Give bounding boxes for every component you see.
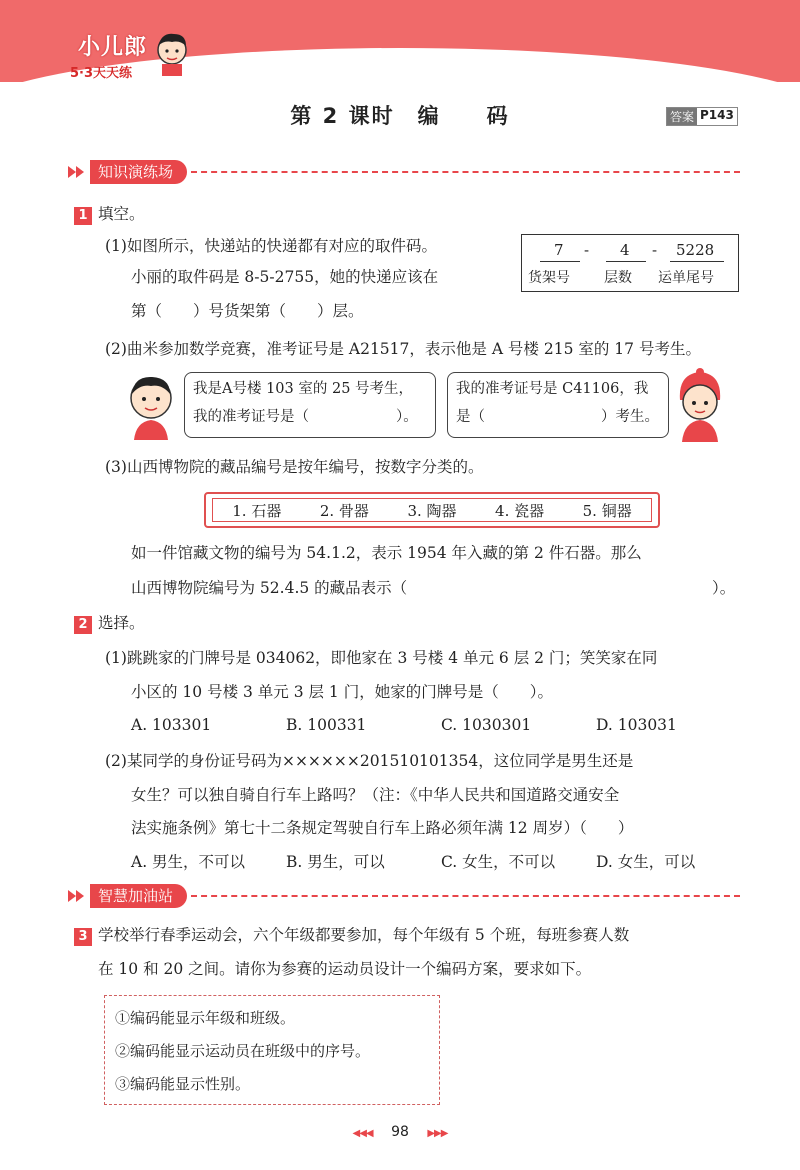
q1-p3-line2: 如一件馆藏文物的编号为 54.1.2，表示 1954 年入藏的第 2 件石器。那么 (131, 544, 642, 562)
q1-p1-line2: 小丽的取件码是 8-5-2755，她的快递应该在 (131, 268, 439, 286)
category-item: 3. 陶器 (407, 501, 457, 520)
code-dash: - (652, 241, 658, 259)
boy-mascot-icon (152, 28, 192, 78)
requirement-item: ③编码能显示性别。 (115, 1075, 251, 1093)
q1-p3-line3-end: ）。 (712, 579, 736, 597)
bubble-right-line2: 是（ ）考生。 (456, 409, 659, 425)
q3-number: 3 (74, 928, 92, 946)
option-a[interactable]: A. 103301 (131, 716, 212, 734)
q3-line2: 在 10 和 20 之间。请你为参赛的运动员设计一个编码方案，要求如下。 (98, 960, 592, 978)
right-arrows-icon: ▶▶▶ (427, 1128, 448, 1139)
requirement-item: ①编码能显示年级和班级。 (115, 1009, 296, 1027)
code-label-shelf: 货架号 (528, 270, 570, 286)
q2-p2-line1: (2)某同学的身份证号码为××××××201510101354，这位同学是男生还是 (105, 752, 634, 770)
q2-title: 选择。 (98, 614, 145, 632)
code-label-tail: 运单尾号 (658, 270, 714, 286)
option-d[interactable]: D. 女生，可以 (596, 853, 696, 871)
q1-heading (74, 203, 145, 225)
series-name: 5·3天天练 (70, 66, 133, 81)
option-d[interactable]: D. 103031 (596, 716, 677, 734)
brand-logo: 小儿郎 (78, 35, 148, 60)
q2-p1-options (131, 714, 691, 736)
answer-page: P143 (700, 108, 734, 122)
q2-p1-line1: (1)跳跳家的门牌号是 034062，即他家在 3 号楼 4 单元 6 层 2 门；笑笑家在同 (105, 649, 658, 667)
code-shelf: 7 (554, 241, 564, 259)
page-footer (0, 1124, 800, 1140)
category-item: 1. 石器 (232, 501, 282, 520)
option-c[interactable]: C. 女生，不可以 (441, 853, 556, 871)
q3-line1 (74, 924, 629, 946)
category-item: 4. 瓷器 (495, 501, 545, 520)
boy-speech-bubble (184, 372, 436, 438)
requirement-item: ②编码能显示运动员在班级中的序号。 (115, 1042, 371, 1060)
q1-number: 1 (74, 207, 92, 225)
q3-text: 学校举行春季运动会，六个年级都要参加，每个年级有 5 个班，每班参赛人数 (98, 926, 630, 944)
underline (606, 261, 646, 262)
underline (540, 261, 580, 262)
section-divider (191, 895, 740, 897)
q2-p2-options (131, 851, 711, 873)
girl-speech-bubble (447, 372, 669, 438)
section-arrow-icon (66, 884, 90, 908)
option-a[interactable]: A. 男生，不可以 (131, 853, 246, 871)
option-b[interactable]: B. 男生，可以 (286, 853, 385, 871)
left-arrows-icon: ◀◀◀ (352, 1128, 373, 1139)
category-list (212, 498, 652, 522)
code-label-floor: 层数 (604, 270, 632, 286)
code-dash: - (584, 241, 590, 259)
answer-ref (666, 107, 738, 126)
bonus-section-label: 智慧加油站 (90, 884, 187, 908)
q1-p1-line3: 第（ ）号货架第（ ）层。 (131, 302, 364, 320)
q1-title: 填空。 (98, 205, 145, 223)
code-tail: 5228 (676, 241, 715, 259)
boy-avatar-icon (126, 370, 176, 440)
category-frame (204, 492, 660, 528)
code-floor: 4 (620, 241, 630, 259)
girl-avatar-icon (672, 366, 728, 442)
underline (670, 261, 724, 262)
lesson-title: 第 2 课时 编 码 (290, 104, 510, 128)
page-number: 98 (391, 1124, 409, 1140)
requirements-box (104, 995, 440, 1105)
q1-p1-line1: (1)如图所示，快递站的快递都有对应的取件码。 (105, 237, 437, 255)
q1-p3-line1: (3)山西博物院的藏品编号是按年编号，按数字分类的。 (105, 458, 484, 476)
q2-number: 2 (74, 616, 92, 634)
bubble-left-line1: 我是A号楼 103 室的 25 号考生， (193, 381, 414, 397)
q2-heading (74, 612, 145, 634)
category-item: 5. 铜器 (582, 501, 632, 520)
q1-p2-line1: (2)曲米参加数学竞赛，准考证号是 A21517，表示他是 A 号楼 215 室的 17 号考生。 (105, 340, 701, 358)
practice-section-label: 知识演练场 (90, 160, 187, 184)
practice-section-header (66, 160, 740, 184)
bonus-section-header (66, 884, 740, 908)
option-b[interactable]: B. 100331 (286, 716, 367, 734)
section-divider (191, 171, 740, 173)
q1-p3-line3: 山西博物院编号为 52.4.5 的藏品表示（ (131, 579, 408, 597)
section-arrow-icon (66, 160, 90, 184)
option-c[interactable]: C. 1030301 (441, 716, 532, 734)
q2-p2-line2: 女生？可以独自骑自行车上路吗？（注：《中华人民共和国道路交通安全 (131, 786, 620, 804)
bubble-right-line1: 我的准考证号是 C41106，我 (456, 381, 649, 397)
category-item: 2. 骨器 (319, 501, 369, 520)
q2-p1-line2: 小区的 10 号楼 3 单元 3 层 1 门，她家的门牌号是（ ）。 (131, 683, 553, 701)
answer-label: 答案 (667, 108, 697, 125)
pickup-code-diagram (521, 234, 739, 292)
bubble-left-line2: 我的准考证号是（ ）。 (193, 409, 418, 425)
q2-p2-line3: 法实施条例》第七十二条规定驾驶自行车上路必须年满 12 周岁）（ ） (131, 819, 634, 837)
